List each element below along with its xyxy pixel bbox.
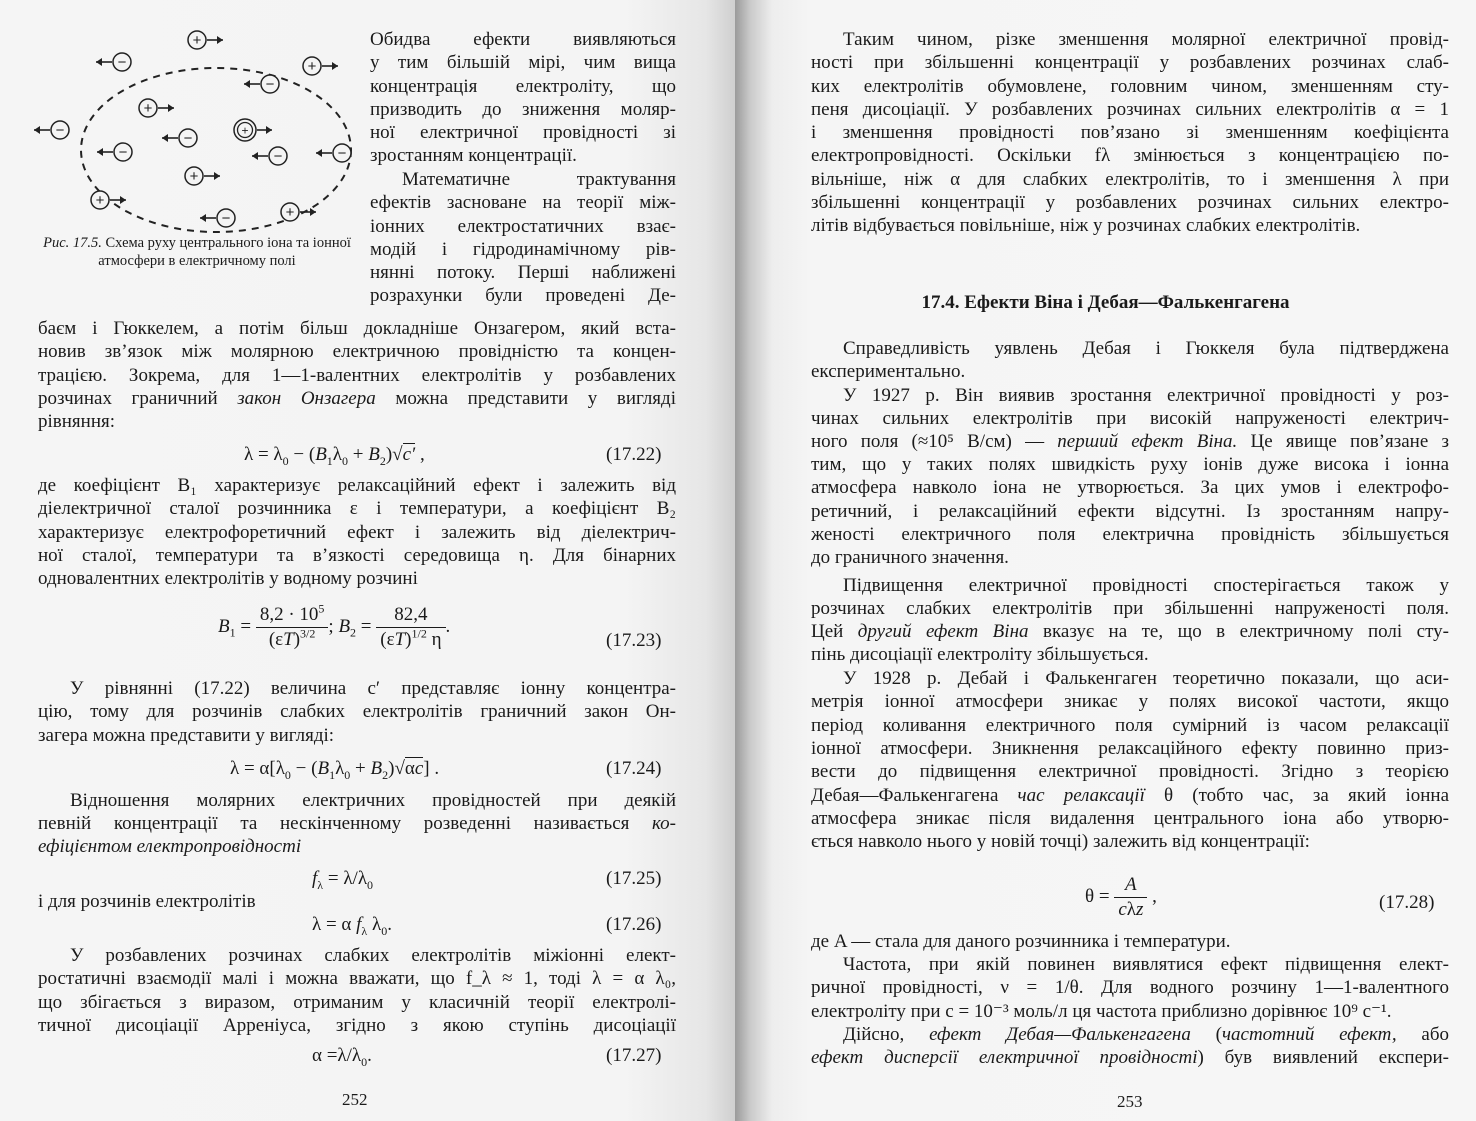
paragraph-coefficients — [38, 474, 676, 590]
term-second-wien-effect: другий ефект Віна — [857, 621, 1029, 642]
text-line: ється навколо нього у новій точці) залежить від концентрації: — [811, 831, 1310, 853]
term-first-wien-effect: перший ефект Віна. — [1057, 431, 1238, 452]
text-line: одновалентних електролітів у водному розчині — [38, 568, 418, 590]
text-line: у тим більшій мірі, чим вища — [370, 52, 676, 74]
ion-sign: − — [265, 76, 275, 93]
text-line: трацією. Зокрема, для 1—1-валентних електролітів у розбавлених — [38, 364, 676, 386]
cation — [91, 191, 126, 209]
equation-17-23: $B_1$ = $\frac{8,2 \cdot 10^5}{(\varepsilon T)^{3/2}}$ ; $B_2$ = $\frac{82,4}{(\varepsilon T)^{1/2} \eta}$ . — [218, 601, 451, 650]
text-line: ної електричної провідності зі — [370, 122, 676, 144]
ion-sign: + — [307, 58, 317, 75]
term-dispersion-effect: ефект дисперсії електричної провідності — [811, 1047, 1198, 1068]
cation — [188, 31, 223, 49]
text-line: електропровідності. Оскільки fλ змінюється з концентрацією по- — [811, 145, 1449, 167]
anion — [96, 53, 131, 71]
ion-sign: + — [241, 123, 249, 138]
paragraph-electrolytes: і для розчинів електролітів — [38, 891, 256, 912]
text-line: характеризує електрофоретичний ефект і залежить від діелектрич- — [38, 521, 676, 543]
equation-number-17-22: (17.22) — [606, 444, 662, 465]
paragraph-onsager — [38, 317, 676, 387]
paragraph-confirmation — [811, 337, 1449, 384]
paragraph-dispersion: Дійсно, ефект Дебая—Фалькенгагена (частотний ефект, або — [843, 1024, 1449, 1045]
paragraph-conductivity-ratio-line2: певній концентрації та нескінченному розведенні називається ко- — [38, 813, 676, 834]
equation-17-27: $\alpha =\lambda/\lambda_0$. — [312, 1045, 372, 1069]
anion — [97, 143, 132, 161]
wrap-paragraph-1 — [370, 28, 676, 168]
text-line: чинах сильних електролітів при високій напруженості електрич- — [811, 408, 1449, 430]
text-line: електроліту при c = 10⁻³ моль/л ця частота приблизно дорівнює 10⁹ c⁻¹. — [811, 1000, 1392, 1022]
text-line: женості електричного поля електрична провідність збільшується — [811, 523, 1449, 545]
text-line: Обидва ефекти виявляються — [370, 29, 676, 50]
paragraph-wien-1 — [811, 384, 1449, 431]
paragraph-summary — [811, 28, 1449, 238]
paragraph-wien-2-end: пінь дисоціації електроліту збільшується. — [811, 644, 1149, 665]
paragraph-conductivity-ratio — [38, 789, 676, 812]
ion-sign: − — [221, 210, 231, 227]
anion — [200, 209, 235, 227]
text-line: У рівнянні (17.22) величина c′ представляє іонну концентра- — [70, 678, 676, 699]
paragraph-wien-2-line3: Цей другий ефект Віна вказує на те, що в електричному полі сту- — [811, 621, 1449, 642]
page-number: 253 — [1117, 1092, 1143, 1111]
paragraph-frequency — [811, 953, 1449, 1023]
text-line: іонної атмосфери. Зникнення релаксаційного ефекту повинно приз- — [811, 737, 1449, 759]
text-line: іонних електростатичних взає- — [370, 215, 676, 237]
left-page — [0, 0, 735, 1121]
equation-number-17-25: (17.25) — [606, 868, 662, 889]
paragraph-constant: де A — стала для даного розчинника і температури. — [811, 931, 1231, 952]
text-line: метрія іонної атмосфери зникає у полях високої частоти, якщо — [811, 691, 1449, 713]
paragraph-onsager-end: рівняння: — [38, 411, 116, 432]
text-line: ростатичні взаємодії малі і можна вважати, що f_λ ≈ 1, тоді λ = α λ₀, — [38, 968, 676, 990]
equation-number-17-28: (17.28) — [1379, 892, 1435, 913]
ion-sign: − — [337, 145, 347, 162]
text-line: Справедливість уявлень Дебая і Гюккеля була підтверджена — [843, 338, 1449, 359]
text-line: загера можна представити у вигляді: — [38, 724, 335, 746]
ion-sign: + — [189, 168, 199, 185]
text-line: призводить до зниження моляр- — [370, 98, 676, 120]
cation — [281, 203, 316, 221]
paragraph-arrhenius — [38, 944, 676, 1037]
text-line: розрахунки були проведені Де- — [370, 285, 676, 307]
text-line: що збігається з виразом, отриманим у класичній теорії електролі- — [38, 991, 676, 1013]
text-line: тим, що у таких полях швидкість руху іонів дуже висока і іонна — [811, 454, 1449, 475]
equation-number-17-23: (17.23) — [606, 630, 662, 651]
right-page — [735, 0, 1476, 1121]
ion-sign: − — [55, 122, 65, 139]
text-line: період коливання електричного поля сумірний із часом релаксації — [811, 714, 1449, 736]
text-line: до граничного значення. — [811, 547, 1009, 569]
term-frequency-effect: частотний ефект, — [1221, 1024, 1397, 1045]
ion-sign: + — [192, 32, 202, 49]
anion — [316, 144, 351, 162]
anion — [252, 147, 287, 165]
ion-sign: + — [95, 192, 105, 209]
section-heading: 17.4. Ефекти Віна і Дебая—Фалькенгагена — [921, 292, 1290, 313]
caption-text: Схема руху центрального іона та іонної атмосфери в електричному полі — [98, 235, 351, 269]
text-line: Підвищення електричної провідності спостерігається також у — [843, 575, 1449, 596]
text-line: і зменшення провідності пов’язано зі зменшенням коефіцієнта — [811, 122, 1449, 144]
text-line: вільніше, ніж α для слабких електролітів, то і зменшення λ при — [811, 168, 1449, 190]
text-line: У розбавлених розчинах слабких електролітів міжіонні елект- — [70, 945, 676, 966]
paragraph-debye-falkenhagen-line6: Дебая—Фалькенгагена час релаксації θ (тобто час, за який іонна — [811, 785, 1449, 806]
paragraph-wien-2 — [811, 574, 1449, 621]
text-line: зростанням концентрації. — [370, 145, 577, 167]
term-conductivity-coefficient: ефіцієнтом електропровідності — [38, 836, 302, 857]
caption-label: Рис. 17.5. — [43, 235, 102, 251]
text-line: Таким чином, різке зменшення молярної електричної провід- — [843, 29, 1449, 50]
text-line: ефектів засноване на теорії між- — [370, 192, 676, 214]
text-line: Відношення молярних електричних провідностей при деякій — [70, 790, 676, 811]
text-line: баєм і Гюккелем, а потім більш докладніше Онзагером, який вста- — [38, 318, 676, 339]
text-line: ності при збільшенні концентрації у розбавлених розчинах слаб- — [811, 52, 1449, 74]
text-line: де коефіцієнт B₁ характеризує релаксаційний ефект і залежить від — [38, 475, 676, 496]
ion-sign: − — [273, 148, 283, 165]
text-line: ної сталої, температури та в’язкості середовища η. Для бінарних — [38, 544, 676, 566]
text-line: У 1928 р. Дебай і Фалькенгаген теоретично показали, що аси- — [843, 668, 1449, 689]
cation — [185, 167, 220, 185]
ion-sign: − — [118, 144, 128, 161]
wrap-paragraph-2 — [370, 168, 676, 308]
equation-17-26: λ = α $f_\lambda$ $\lambda_0$. — [312, 914, 392, 938]
text-line: атмосфера зникає після видалення центрального іона або утворю- — [811, 808, 1449, 829]
paragraph-debye-falkenhagen-rest — [811, 807, 1449, 854]
paragraph-dispersion-line2: ефект дисперсії електричної провідності) був виявлений експери- — [811, 1047, 1449, 1068]
figure-caption — [38, 234, 356, 270]
text-line: тичної дисоціації Арреніуса, згідно з якою ступінь дисоціації — [38, 1014, 676, 1036]
ion-sign: − — [183, 130, 193, 147]
equation-number-17-26: (17.26) — [606, 914, 662, 935]
text-line: вести до підвищення електричної провідності. Згідно з теорією — [811, 761, 1449, 783]
paragraph-wien-1-rest — [811, 453, 1449, 569]
text-line: розчинах слабких електролітів при збільшенні напруженості поля. — [811, 598, 1449, 620]
term-debye-falkenhagen-effect: ефект Дебая—Фалькенгагена — [929, 1024, 1191, 1045]
text-line: пеня дисоціації. У розбавлених розчинах сильних електролітів α = 1 — [811, 98, 1449, 120]
ion-sign: − — [117, 54, 127, 71]
paragraph-wien-1-line3: ного поля (≈10⁵ В/см) — перший ефект Віна. Це явище пов’язане з — [811, 431, 1449, 452]
equation-number-17-24: (17.24) — [606, 758, 662, 779]
text-line: ричної провідності, ν = 1/θ. Для водного розчину 1—1-валентного — [811, 977, 1449, 999]
text-line: літів відбувається повільніше, ніж у розчинах слабких електролітів. — [811, 215, 1361, 237]
term-onsager-law: закон Онзагера — [237, 388, 376, 409]
equation-17-22: $\lambda = \lambda_0 - (B_1\lambda_0 + B_2)√c'$ , — [244, 444, 425, 468]
text-line: Математичне трактування — [402, 169, 676, 190]
text-line: модій і гідродинамічному рів- — [370, 238, 676, 260]
text-line: концентрація електроліту, що — [370, 75, 676, 97]
ion-sign: + — [143, 100, 153, 117]
central-ion — [234, 119, 272, 141]
ion-sign: + — [285, 204, 295, 221]
page-number: 252 — [342, 1090, 368, 1109]
text-line: експериментально. — [811, 361, 966, 383]
ion-atmosphere-figure — [30, 22, 400, 252]
term-relaxation-time: час релаксації — [1017, 785, 1145, 806]
equation-number-17-27: (17.27) — [606, 1045, 662, 1066]
text-line: нянні потоку. Перші наближені — [370, 262, 676, 284]
text-line: ретичний, і релаксаційний ефекти відсутні. Із зростанням напру- — [811, 500, 1449, 522]
paragraph-debye-falkenhagen — [811, 667, 1449, 783]
paragraph-weak-electrolytes — [38, 677, 676, 747]
text-line: збільшенні концентрації у розбавлених розчинах сильних електро- — [811, 192, 1449, 214]
text-line: ких електролітів обумовлене, головним чином, зменшенням сту- — [811, 75, 1449, 97]
text-line: цію, тому для розчинів слабких електролітів граничний закон Он- — [38, 701, 676, 723]
cation — [303, 57, 338, 75]
equation-17-24: $\lambda = \alpha[\lambda_0 - (B_1\lambda_0 + B_2)√\alpha c]$ . — [230, 758, 440, 782]
equation-17-25: $f_\lambda = \lambda/\lambda_0$ — [312, 868, 374, 892]
anion — [162, 129, 197, 147]
paragraph-onsager-line4: розчинах граничний закон Онзагера можна представити у вигляді — [38, 388, 676, 409]
text-line: діелектричної сталої розчинника ε і температури, а коефіцієнт B₂ — [38, 498, 676, 520]
text-line: У 1927 р. Він виявив зростання електричної провідності у роз- — [843, 385, 1449, 406]
text-line: атмосфера навколо іона не утворюється. За цих умов і електрофо- — [811, 477, 1449, 499]
cation — [139, 99, 174, 117]
text-line: новив зв’язок між молярною електричною провідністю та концен- — [38, 341, 676, 363]
text-line: Частота, при якій повинен виявлятися ефект підвищення елект- — [843, 954, 1449, 975]
equation-17-28: θ = $\frac{A}{\text{cλz}}$ , — [1085, 874, 1157, 920]
anion — [34, 121, 69, 139]
anion — [244, 75, 279, 93]
